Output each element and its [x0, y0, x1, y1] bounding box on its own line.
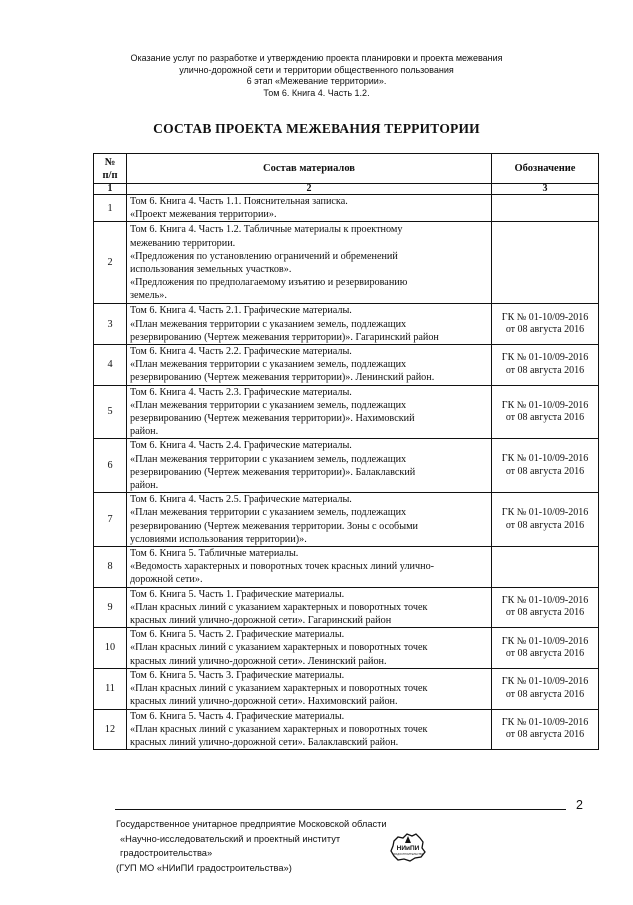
designation-cell — [492, 493, 599, 547]
materials-line: земель». — [130, 290, 167, 302]
column-header-number: № п/п — [94, 154, 127, 184]
materials-line: красных линий улично-дорожной сети». Балаклавский район. — [130, 736, 399, 748]
materials-line: Том 6. Книга 5. Часть 4. Графические материалы. — [130, 710, 345, 722]
designation-line: от 08 августа 2016 — [505, 648, 585, 660]
footer-line: (ГУП МО «НИиПИ градостроительства») — [116, 862, 292, 873]
designation-line: от 08 августа 2016 — [505, 729, 585, 741]
designation-cell — [492, 304, 599, 345]
materials-line: «План межевания территории с указанием земель, подлежащих — [130, 318, 407, 330]
materials-line: «Предложения по предполагаемому изъятию и резервированию — [130, 277, 408, 289]
materials-line: резервированию (Чертеж межевания территории)». Балаклавский — [130, 466, 416, 478]
materials-line: «План межевания территории с указанием земель, подлежащих — [130, 399, 407, 411]
designation-line: от 08 августа 2016 — [505, 364, 585, 376]
table-row — [94, 628, 599, 669]
designation-line: ГК № 01-10/09-2016 — [501, 635, 589, 647]
materials-line: использования земельных участков». — [130, 263, 292, 275]
table-row — [94, 304, 599, 345]
materials-cell — [127, 222, 492, 304]
column-header-materials: Состав материалов — [127, 154, 492, 184]
materials-cell — [127, 493, 492, 547]
composition-table — [93, 153, 599, 750]
materials-line: район. — [130, 480, 159, 492]
designation-line: от 08 августа 2016 — [505, 688, 585, 700]
column-index-cell: 1 — [94, 184, 127, 195]
designation-line: ГК № 01-10/09-2016 — [501, 594, 589, 606]
materials-line: район. — [130, 426, 159, 438]
materials-cell — [127, 439, 492, 493]
designation-line: ГК № 01-10/09-2016 — [501, 352, 589, 364]
designation-cell — [492, 385, 599, 439]
row-number: 2 — [94, 222, 127, 304]
logo-text: НИиПИ — [396, 845, 420, 852]
materials-line: Том 6. Книга 4. Часть 1.1. Пояснительная записка. — [130, 196, 348, 207]
logo-subtext: ГРАДОСТРОИТЕЛЬСТВА — [392, 853, 424, 856]
designation-line: ГК № 01-10/09-2016 — [501, 716, 589, 728]
column-index-cell: 2 — [127, 184, 492, 195]
materials-cell — [127, 587, 492, 628]
materials-cell — [127, 668, 492, 709]
footer-line: «Научно-исследовательский и проектный институт градостроительства» — [120, 833, 341, 858]
row-number: 5 — [94, 385, 127, 439]
designation-line: от 08 августа 2016 — [505, 324, 585, 336]
materials-line: «Ведомость характерных и поворотных точек красных линий улично- — [130, 561, 435, 573]
materials-cell — [127, 547, 492, 588]
materials-line: резервированию (Чертеж межевания территории)». Гагаринский район — [130, 331, 439, 343]
materials-line: Том 6. Книга 5. Часть 2. Графические материалы. — [130, 629, 345, 641]
materials-line: резервированию (Чертеж межевания территории. Зоны с особыми — [130, 520, 418, 532]
materials-line: «Проект межевания территории». — [130, 209, 277, 221]
materials-line: дорожной сети». — [130, 574, 203, 586]
footer-divider — [115, 809, 566, 810]
designation-line: ГК № 01-10/09-2016 — [501, 676, 589, 688]
materials-line: Том 6. Книга 4. Часть 2.3. Графические материалы. — [130, 386, 352, 398]
materials-cell — [127, 304, 492, 345]
materials-line: Том 6. Книга 5. Табличные материалы. — [130, 548, 299, 560]
materials-line: Том 6. Книга 5. Часть 3. Графические материалы. — [130, 669, 345, 681]
designation-line: от 08 августа 2016 — [505, 465, 585, 477]
table-row — [94, 493, 599, 547]
header-line: Оказание услуг по разработке и утверждению проекта планировки и проекта межевания — [130, 53, 503, 63]
row-number: 12 — [94, 709, 127, 750]
materials-line: Том 6. Книга 5. Часть 1. Графические материалы. — [130, 588, 345, 600]
table-row — [94, 222, 599, 304]
designation-cell — [492, 345, 599, 386]
materials-line: «План межевания территории с указанием земель, подлежащих — [130, 359, 407, 371]
materials-line: резервированию (Чертеж межевания территории)». Нахимовский — [130, 413, 415, 425]
header-line: 6 этап «Межевание территории». — [246, 76, 387, 86]
row-number: 6 — [94, 439, 127, 493]
footer-line: Государственное унитарное предприятие Московской области — [116, 819, 387, 829]
row-number: 3 — [94, 304, 127, 345]
materials-cell — [127, 385, 492, 439]
designation-cell — [492, 587, 599, 628]
designation-cell — [492, 628, 599, 669]
materials-line: Том 6. Книга 4. Часть 2.4. Графические материалы. — [130, 440, 352, 452]
institute-logo — [388, 829, 428, 863]
row-number: 4 — [94, 345, 127, 386]
materials-line: «План межевания территории с указанием земель, подлежащих — [130, 507, 407, 519]
materials-line: Том 6. Книга 4. Часть 2.2. Графические материалы. — [130, 346, 352, 358]
materials-line: Том 6. Книга 4. Часть 1.2. Табличные материалы к проектному — [130, 224, 403, 236]
column-index-cell: 3 — [492, 184, 599, 195]
materials-line: красных линий улично-дорожной сети». Ленинский район. — [130, 655, 387, 667]
table-row — [94, 587, 599, 628]
designation-line: ГК № 01-10/09-2016 — [501, 399, 589, 411]
materials-line: «Предложения по установлению ограничений и обременений — [130, 250, 398, 262]
materials-cell — [127, 345, 492, 386]
materials-line: «План межевания территории с указанием земель, подлежащих — [130, 453, 407, 465]
table-row — [94, 345, 599, 386]
designation-cell — [492, 668, 599, 709]
designation-line: от 08 августа 2016 — [505, 412, 585, 424]
table-row — [94, 195, 599, 222]
row-number: 9 — [94, 587, 127, 628]
materials-line: межеванию территории. — [130, 237, 236, 249]
materials-line: «План красных линий с указанием характерных и поворотных точек — [130, 683, 428, 695]
materials-line: «План красных линий с указанием характерных и поворотных точек — [130, 723, 428, 735]
table-row — [94, 668, 599, 709]
materials-line: Том 6. Книга 4. Часть 2.1. Графические материалы. — [130, 305, 352, 317]
materials-line: условиями использования территории)». — [130, 533, 307, 545]
designation-cell — [492, 222, 599, 304]
materials-cell — [127, 628, 492, 669]
row-number: 10 — [94, 628, 127, 669]
designation-line: ГК № 01-10/09-2016 — [501, 311, 589, 323]
materials-line: красных линий улично-дорожной сети». Нахимовский район. — [130, 696, 398, 708]
row-number: 8 — [94, 547, 127, 588]
designation-line: ГК № 01-10/09-2016 — [501, 453, 589, 465]
designation-cell — [492, 195, 599, 222]
row-number: 1 — [94, 195, 127, 222]
header-line: Том 6. Книга 4. Часть 1.2. — [263, 87, 370, 98]
materials-line: резервированию (Чертеж межевания территории)». Ленинский район. — [130, 372, 435, 384]
table-row — [94, 547, 599, 588]
designation-line: от 08 августа 2016 — [505, 519, 585, 531]
column-header-designation: Обозначение — [492, 154, 599, 184]
materials-line: Том 6. Книга 4. Часть 2.5. Графические материалы. — [130, 494, 352, 506]
row-number: 7 — [94, 493, 127, 547]
table-row — [94, 709, 599, 750]
row-number: 11 — [94, 668, 127, 709]
table-row — [94, 385, 599, 439]
header-line: улично-дорожной сети и территории общественного пользования — [179, 64, 454, 75]
page-number: 2 — [576, 798, 583, 812]
designation-cell — [492, 439, 599, 493]
designation-cell — [492, 709, 599, 750]
document-header — [0, 53, 633, 99]
table-row — [94, 439, 599, 493]
column-index-row — [94, 184, 599, 195]
materials-cell — [127, 709, 492, 750]
materials-line: красных линий улично-дорожной сети». Гагаринский район — [130, 615, 392, 627]
table-header-row — [94, 154, 599, 184]
footer — [116, 817, 416, 875]
designation-cell — [492, 547, 599, 588]
materials-line: «План красных линий с указанием характерных и поворотных точек — [130, 601, 428, 613]
materials-line: «План красных линий с указанием характерных и поворотных точек — [130, 642, 428, 654]
designation-line: ГК № 01-10/09-2016 — [501, 507, 589, 519]
materials-cell — [127, 195, 492, 222]
designation-line: от 08 августа 2016 — [505, 607, 585, 619]
page-title: СОСТАВ ПРОЕКТА МЕЖЕВАНИЯ ТЕРРИТОРИИ — [153, 121, 480, 136]
